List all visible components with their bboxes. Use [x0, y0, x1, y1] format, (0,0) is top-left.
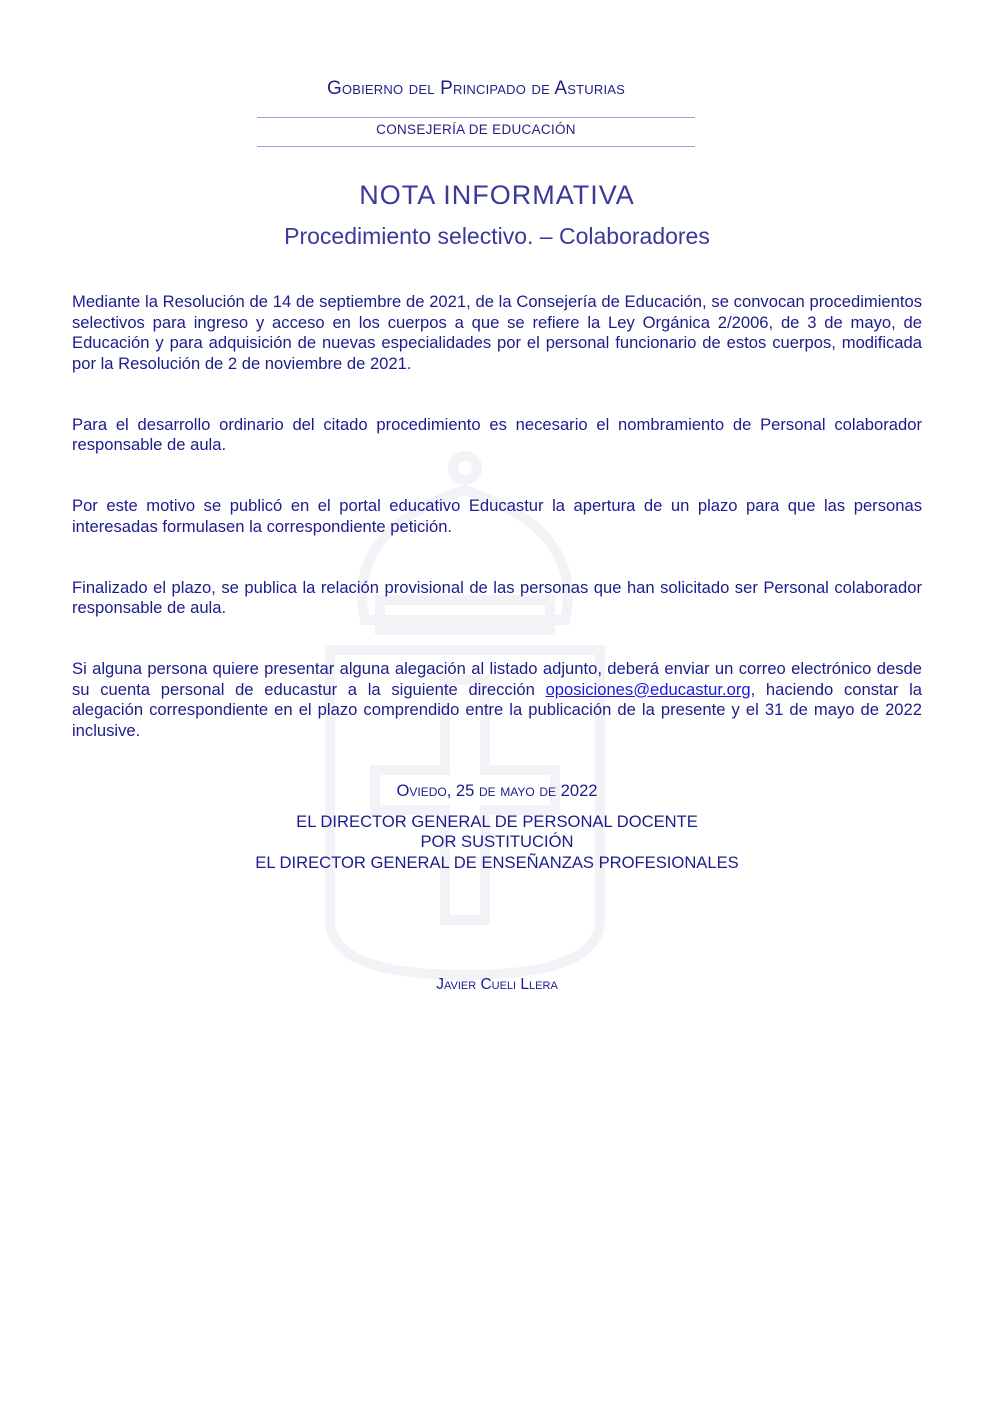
- signer-title-2: POR SUSTITUCIÓN: [420, 832, 574, 851]
- signer-title-3: EL DIRECTOR GENERAL DE ENSEÑANZAS PROFESIONALES: [255, 853, 739, 872]
- header-divider-top: [257, 117, 695, 118]
- place-date: Oviedo, 25 de mayo de 2022: [396, 781, 598, 800]
- signer-name: Javier Cueli Llera: [436, 976, 558, 993]
- paragraph-portal: Por este motivo se publicó en el portal educativo Educastur la apertura de un plazo para que las personas interesadas formulasen la correspondiente petición.: [72, 496, 922, 536]
- paragraph-claims: [72, 659, 922, 741]
- paragraph-need: Para el desarrollo ordinario del citado procedimiento es necesario el nombramiento de Personal colaborador responsable de aula.: [72, 414, 922, 454]
- document-body: [72, 292, 922, 782]
- department-header: CONSEJERÍA DE EDUCACIÓN: [376, 122, 576, 137]
- email-link[interactable]: oposiciones@educastur.org: [545, 679, 751, 699]
- claims-text-before: Si alguna persona quiere presentar alguna alegación al listado adjunto, deberá enviar un correo electrónico desde su cuenta personal de educastur a la siguiente dirección: [72, 659, 922, 699]
- header-divider-bottom: [257, 146, 695, 147]
- signer-title-1: EL DIRECTOR GENERAL DE PERSONAL DOCENTE: [296, 812, 698, 831]
- government-header: Gobierno del Principado de Asturias: [326, 78, 626, 99]
- paragraph-provisional-list: Finalizado el plazo, se publica la relación provisional de las personas que han solicitado ser Personal colaborador responsable de aula.: [72, 577, 922, 617]
- document-title: NOTA INFORMATIVA: [359, 180, 635, 210]
- paragraph-resolution: Mediante la Resolución de 14 de septiembre de 2021, de la Consejería de Educación, se convocan procedimientos selectivos para ingreso y acceso en los cuerpos a que se refiere la Ley Orgánica 2/2006, de 3 de mayo, de Educación y para adquisición de nuevas especialidades por el personal funcionario de estos cuerpos, modificada por la Resolución de 2 de noviembre de 2021.: [72, 292, 922, 373]
- document-subtitle: Procedimiento selectivo. – Colaboradores: [284, 223, 710, 249]
- claims-text-after: , haciendo constar la alegación correspondiente en el plazo comprendido entre la publicación de la presente y el 31 de mayo de 2022 inclusive.: [72, 679, 922, 740]
